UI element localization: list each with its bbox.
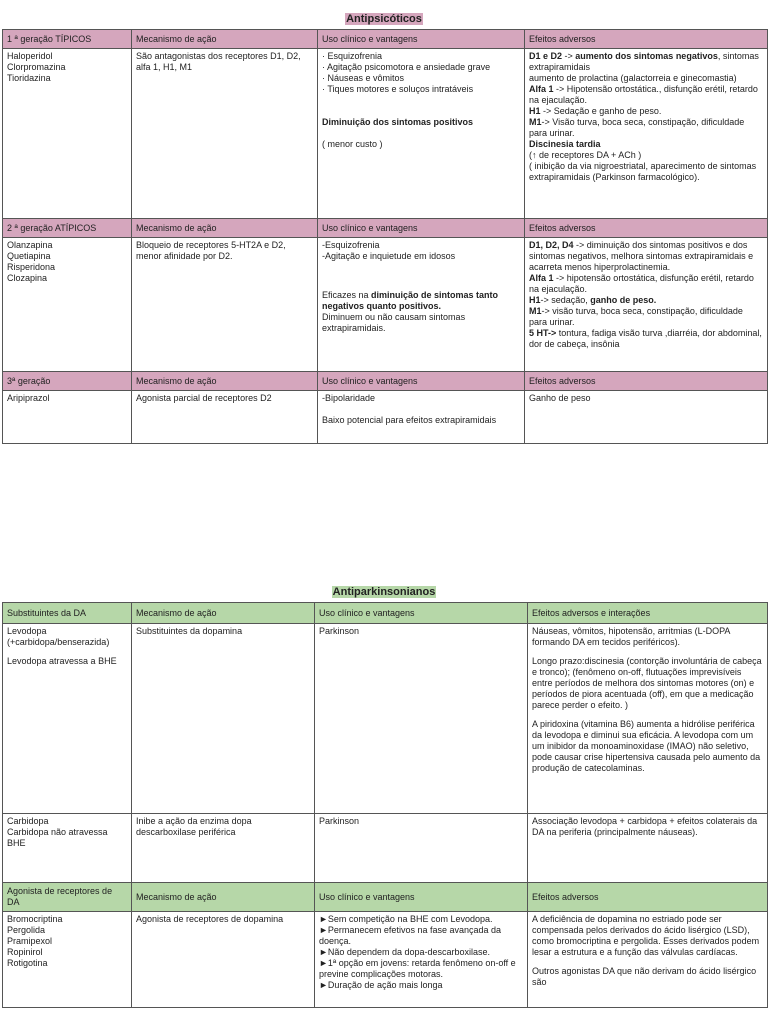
header-cell: Mecanismo de ação <box>132 372 318 391</box>
antipsicoticos-header-row-2 <box>3 219 768 238</box>
drug-name: Olanzapina <box>7 240 53 250</box>
drug-list-cell: Aripiprazol <box>3 391 132 444</box>
antiparkinsonianos-row-agonistas <box>3 912 768 1008</box>
clinical-use-cell <box>318 391 525 444</box>
drug-name: Clorpromazina <box>7 62 66 72</box>
clinical-use-cell <box>315 912 528 1008</box>
header-cell: 2 ª geração ATÍPICOS <box>3 219 132 238</box>
header-cell: Uso clínico e vantagens <box>318 30 525 49</box>
antiparkinsonianos-header-row-2 <box>3 883 768 912</box>
use-item: ►Duração de ação mais longa <box>319 980 443 990</box>
mechanism-cell: São antagonistas dos receptores D1, D2, alfa 1, H1, M1 <box>132 49 318 219</box>
clinical-use-cell <box>318 238 525 372</box>
use-item: ►Não dependem da dopa-descarboxilase. <box>319 947 491 957</box>
header-cell: Mecanismo de ação <box>132 30 318 49</box>
effect-text: -> sedação, <box>540 295 591 305</box>
antipsicoticos-header-row-3 <box>3 372 768 391</box>
adverse-effects-cell: Associação levodopa + carbidopa + efeitos colaterais da DA na periferia (principalmente náuseas). <box>528 814 768 883</box>
effect-text: A piridoxina (vitamina B6) aumenta a hidrólise periférica da levodopa e diminui sua eficácia. A levodopa com um um inibidor da monoaminoxidase (IMAO) não seletivo, pode causar crise hipertensiva causada pelo aumento da produção de catecolaminas. <box>532 719 761 773</box>
antipsicoticos-table <box>2 29 768 444</box>
antiparkinsonianos-row-carbidopa <box>3 814 768 883</box>
antiparkinsonianos-row-levodopa <box>3 624 768 814</box>
drug-note: (+carbidopa/benserazida) <box>7 637 110 647</box>
use-highlight: Diminuição dos sintomas positivos <box>322 117 474 127</box>
receptor-label: M1 <box>529 306 542 316</box>
header-cell: Uso clínico e vantagens <box>318 372 525 391</box>
use-item: ►Permanecem efetivos na fase avançada da doença. <box>319 925 502 946</box>
clinical-use-cell: Parkinson <box>315 624 528 814</box>
drug-name: Rotigotina <box>7 958 48 968</box>
drug-list-cell <box>3 49 132 219</box>
adverse-effects-cell: Ganho de peso <box>525 391 768 444</box>
drug-name: Tioridazina <box>7 73 51 83</box>
antiparkinsonianos-title <box>0 586 768 599</box>
receptor-label: D1 e D2 <box>529 51 563 61</box>
antipsicoticos-header-row-1 <box>3 30 768 49</box>
drug-name: Risperidona <box>7 262 56 272</box>
antiparkinsonianos-title-text: Antiparkinsonianos <box>332 586 436 598</box>
antipsicoticos-title <box>0 13 768 26</box>
header-cell: Uso clínico e vantagens <box>315 603 528 624</box>
mechanism-cell: Substituintes da dopamina <box>132 624 315 814</box>
effect-text: -> Hipotensão ortostática., disfunção erétil, retardo na ejaculação. <box>529 84 758 105</box>
drug-list-cell <box>3 624 132 814</box>
use-text: Diminuem ou não causam sintomas extrapiramidais. <box>322 312 466 333</box>
use-item: -Agitação e inquietude em idosos <box>322 251 456 261</box>
header-cell: Efeitos adversos <box>525 30 768 49</box>
effect-text: -> hipotensão ortostática, disfunção erétil, retardo na ejaculação. <box>529 273 754 294</box>
header-cell: Agonista de receptores de DA <box>3 883 132 912</box>
receptor-label: H1 <box>529 106 541 116</box>
adverse-effects-cell <box>528 912 768 1008</box>
effect-text: aumento de prolactina (galactorreia e ginecomastia) <box>529 73 737 83</box>
use-item: · Tiques motores e soluços intratáveis <box>322 84 474 94</box>
header-cell: Mecanismo de ação <box>132 883 315 912</box>
effect-text: Náuseas, vômitos, hipotensão, arritmias (L-DOPA formando DA em tecidos periféricos). <box>532 626 730 647</box>
antiparkinsonianos-table <box>2 602 768 1008</box>
header-cell: Efeitos adversos <box>528 883 768 912</box>
use-note: ( menor custo ) <box>322 139 383 149</box>
effect-text: -> diminuição dos sintomas positivos e dos sintomas negativos, melhora sintomas extrapiramidais e acarreta menos hiperprolactinemia. <box>529 240 754 272</box>
use-item: ►Sem competição na BHE com Levodopa. <box>319 914 493 924</box>
receptor-label: Discinesia tardia <box>529 139 601 149</box>
header-cell: Mecanismo de ação <box>132 219 318 238</box>
effect-text: tontura, fadiga visão turva ,diarréia, dor abdominal, dor de cabeça, insônia <box>529 328 762 349</box>
drug-name: Quetiapina <box>7 251 51 261</box>
receptor-label: H1 <box>529 295 541 305</box>
mechanism-cell: Bloqueio de receptores 5-HT2A e D2, menor afinidade por D2. <box>132 238 318 372</box>
effect-text: -> visão turva, boca seca, constipação, dificuldade para urinar. <box>529 306 743 327</box>
effect-text: -> Sedação e ganho de peso. <box>540 106 662 116</box>
drug-name: Haloperidol <box>7 51 53 61</box>
use-item: · Esquizofrenia <box>322 51 383 61</box>
receptor-label: M1 <box>529 117 542 127</box>
antiparkinsonianos-header-row-1 <box>3 603 768 624</box>
effect-text: Longo prazo:discinesia (contorção involuntária de cabeça e tronco); (fenômeno on-off, flutuações imprevisíveis entre períodos de melhora dos sintomas motores (on) e períodos de piora acentuada (off), em que a medicação parece perder o efeito. ) <box>532 656 762 710</box>
header-cell: Uso clínico e vantagens <box>318 219 525 238</box>
header-cell: Efeitos adversos e interações <box>528 603 768 624</box>
header-cell: Efeitos adversos <box>525 219 768 238</box>
header-cell: Substituintes da DA <box>3 603 132 624</box>
receptor-label: Alfa 1 <box>529 84 554 94</box>
use-item: Baixo potencial para efeitos extrapiramidais <box>322 415 497 425</box>
drug-name: Pergolida <box>7 925 46 935</box>
effect-text: -> Visão turva, boca seca, constipação, dificuldade para urinar. <box>529 117 745 138</box>
drug-list-cell <box>3 912 132 1008</box>
drug-name: Ropinirol <box>7 947 43 957</box>
mechanism-cell: Inibe a ação da enzima dopa descarboxilase periférica <box>132 814 315 883</box>
effect-text: Outros agonistas DA que não derivam do ácido lisérgico são <box>532 966 757 987</box>
drug-name: Bromocriptina <box>7 914 63 924</box>
antipsicoticos-title-text: Antipsicóticos <box>346 13 422 25</box>
effect-text: , sintomas extrapiramidais <box>529 51 759 72</box>
receptor-label: Alfa 1 <box>529 273 554 283</box>
use-item: · Agitação psicomotora e ansiedade grave <box>322 62 491 72</box>
drug-name: Clozapina <box>7 273 48 283</box>
header-cell: 3ª geração <box>3 372 132 391</box>
clinical-use-cell <box>318 49 525 219</box>
drug-name: Carbidopa <box>7 816 49 826</box>
drug-note: Levodopa atravessa a BHE <box>7 656 117 666</box>
adverse-effects-cell <box>525 49 768 219</box>
use-item: · Náuseas e vômitos <box>322 73 405 83</box>
antipsicoticos-row-atipicos <box>3 238 768 372</box>
header-cell: Uso clínico e vantagens <box>315 883 528 912</box>
effect-text: ( inibição da via nigroestriatal, aparecimento de sintomas extrapiramidais (Parkinson farmacológico). <box>529 161 757 182</box>
header-cell: Mecanismo de ação <box>132 603 315 624</box>
mechanism-cell: Agonista parcial de receptores D2 <box>132 391 318 444</box>
effect-text: (↑ de receptores DA + ACh ) <box>529 150 642 160</box>
antipsicoticos-row-terceira <box>3 391 768 444</box>
use-item: -Bipolaridade <box>322 393 376 403</box>
clinical-use-cell: Parkinson <box>315 814 528 883</box>
drug-name: Levodopa <box>7 626 47 636</box>
drug-note: Carbidopa não atravessa BHE <box>7 827 108 848</box>
drug-name: Pramipexol <box>7 936 53 946</box>
antipsicoticos-row-tipicos <box>3 49 768 219</box>
mechanism-cell: Agonista de receptores de dopamina <box>132 912 315 1008</box>
header-cell: 1 ª geração TÍPICOS <box>3 30 132 49</box>
drug-list-cell <box>3 238 132 372</box>
adverse-effects-cell <box>525 238 768 372</box>
receptor-label: 5 HT-> <box>529 328 557 338</box>
header-cell: Efeitos adversos <box>525 372 768 391</box>
adverse-effects-cell <box>528 624 768 814</box>
receptor-label: D1, D2, D4 <box>529 240 574 250</box>
use-highlight: diminuição de sintomas tanto negativos quanto positivos. <box>322 290 499 311</box>
use-text: Eficazes na <box>322 290 372 300</box>
arrow-text: -> <box>562 51 576 61</box>
effect-text: A deficiência de dopamina no estriado pode ser compensada pelos derivados do ácido lisérgico (LSD), como bromocriptina e pergolida. Esses derivados podem lesar a estrutura e a função das válvulas cardíacas. <box>532 914 760 957</box>
effect-highlight: aumento dos sintomas negativos <box>575 51 718 61</box>
use-item: ►1ª opção em jovens: retarda fenômeno on-off e previne complicações motoras. <box>319 958 516 979</box>
use-item: -Esquizofrenia <box>322 240 380 250</box>
effect-highlight: ganho de peso. <box>590 295 657 305</box>
drug-list-cell <box>3 814 132 883</box>
